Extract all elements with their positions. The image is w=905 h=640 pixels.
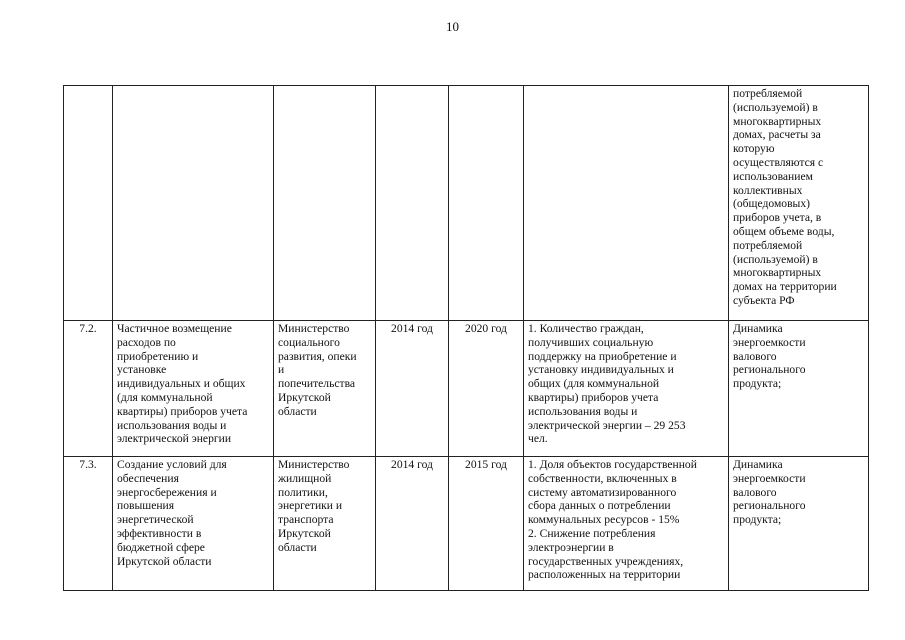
start-year-cell: 2014 год (376, 321, 449, 457)
target-indicator-cell: Динамика энергоемкости валового регионального продукта; (729, 457, 869, 591)
executor-cell (274, 86, 376, 321)
expected-result-cell: 1. Доля объектов государственной собственности, включенных в систему автоматизированного сбора данных о потреблении коммунальных ресурсов - 15% 2. Снижение потребления электроэнергии в государственных учреждениях, расположенных на территории (524, 457, 729, 591)
table-row (64, 321, 869, 457)
row-number-cell: 7.3. (64, 457, 113, 591)
executor-cell: Министерство социального развития, опеки и попечительства Иркутской области (274, 321, 376, 457)
end-year-cell: 2020 год (449, 321, 524, 457)
start-year-cell: 2014 год (376, 457, 449, 591)
end-year-cell: 2015 год (449, 457, 524, 591)
executor-cell: Министерство жилищной политики, энергетики и транспорта Иркутской области (274, 457, 376, 591)
row-number-cell (64, 86, 113, 321)
page-number: 10 (446, 19, 459, 34)
target-indicator-cell: Динамика энергоемкости валового регионального продукта; (729, 321, 869, 457)
program-measures-table (63, 85, 869, 591)
expected-result-cell: 1. Количество граждан, получивших социальную поддержку на приобретение и установку индивидуальных и общих (для коммунальной квартиры) приборов учета использования воды и электрической энергии – 29 253 чел. (524, 321, 729, 457)
row-number-cell: 7.2. (64, 321, 113, 457)
measure-name-cell (113, 86, 274, 321)
start-year-cell (376, 86, 449, 321)
measure-name-cell: Создание условий для обеспечения энергосбережения и повышения энергетической эффективности в бюджетной сфере Иркутской области (113, 457, 274, 591)
measure-name-cell: Частичное возмещение расходов по приобретению и установке индивидуальных и общих (для коммунальной квартиры) приборов учета использования воды и электрической энергии (113, 321, 274, 457)
end-year-cell (449, 86, 524, 321)
expected-result-cell (524, 86, 729, 321)
table-row (64, 86, 869, 321)
target-indicator-cell: потребляемой (используемой) в многоквартирных домах, расчеты за которую осуществляются с использованием коллективных (общедомовых) приборов учета, в общем объеме воды, потребляемой (используемой) в многоквартирных домах на территории субъекта РФ (729, 86, 869, 321)
table-row (64, 457, 869, 591)
